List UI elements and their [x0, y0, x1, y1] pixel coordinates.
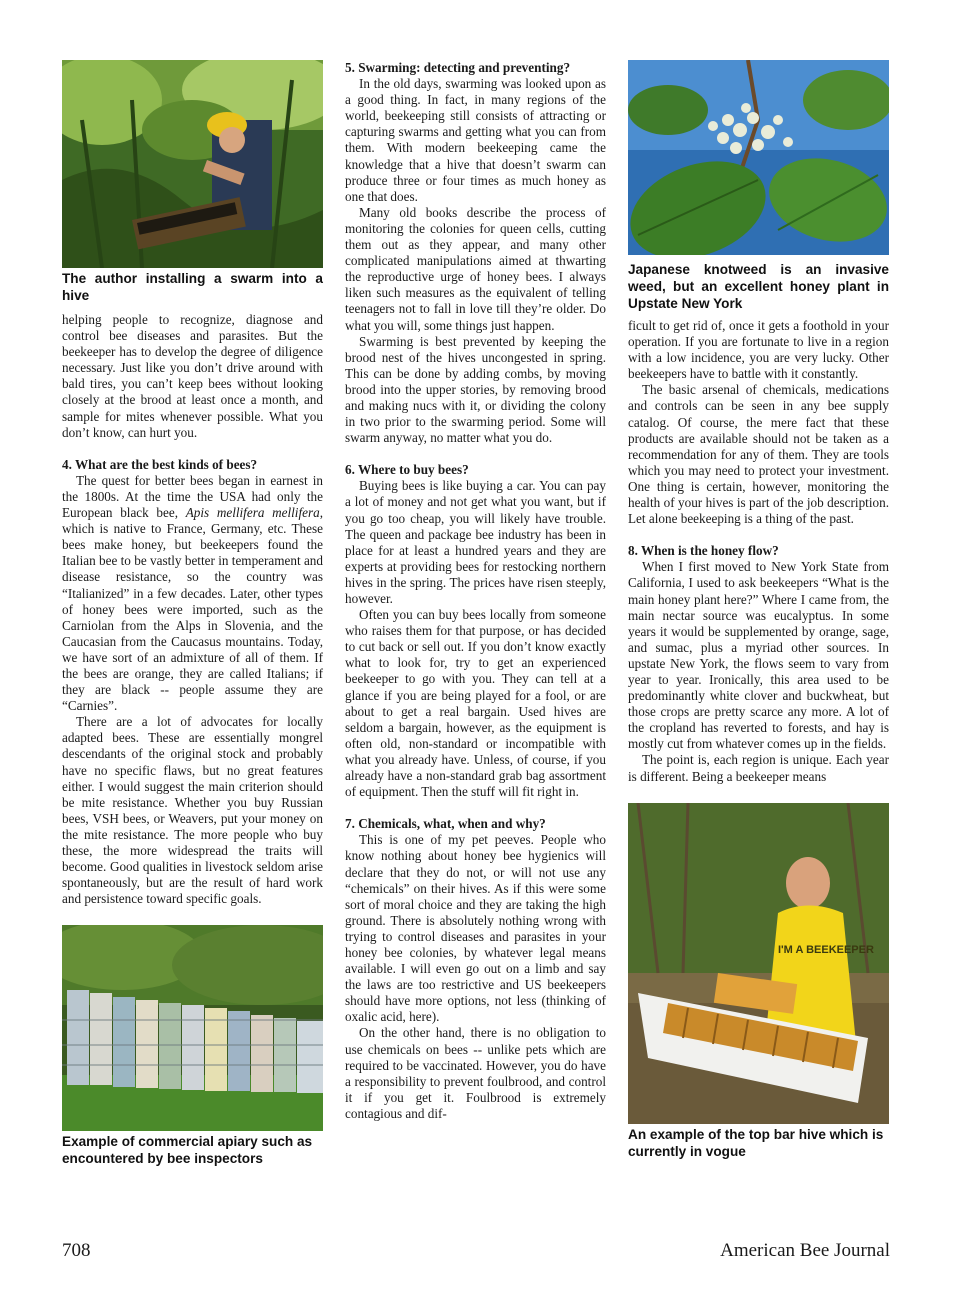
paragraph: When I first moved to New York State from California, I used to ask beekeepers “What is the main honey plant here?” Where I came from, the main nectar source was eucalyptus. In some years it would be supplemented by orange, sage, and sumac, plus a myriad other sources. In upstate New York, the flows seem to vary from year to year. Ironically, this area used to be predominantly white clover and buckwheat, but those crops are pretty scarce any more. A lot of the cropland has reverted to forests, and hay is mostly cut from whatever comes up in the fields. [628, 559, 889, 752]
photo-swarm-install [62, 60, 323, 268]
heading-8: 8. When is the honey flow? [628, 543, 779, 559]
photo-knotweed [628, 60, 889, 255]
paragraph: In the old days, swarming was looked upon as a good thing. In fact, in many regions of the world, beekeeping still consists of attracting or capturing swarms and getting what you can from them. With modern beekeeping came the knowledge that a hive that doesn’t swarm can produce three or four times as much honey as one that does. [345, 76, 606, 204]
column-2 [345, 60, 606, 1122]
caption-swarm: The author installing a swarm into a hive [62, 271, 323, 303]
paragraph: Buying bees is like buying a car. You can pay a lot of money and not get what you want, but if you go too cheap, you will likely have trouble. The queen and package bee industry has been in place for at least a hundred years and they are experts at providing bees for restocking northern hives in the spring. The prices have risen steeply, however. [345, 478, 606, 606]
paragraph: On the other hand, there is no obligation to use chemicals on bees -- unlike pets which are required to be vaccinated. However, you do have a responsibility to prevent foulbrood, and control it if you get it. Foulbrood is extremely contagious and dif- [345, 1025, 606, 1121]
shirt-text: I'M A BEEKEEPER [778, 943, 874, 956]
photo-top-bar-hive [628, 803, 889, 1124]
page-number: 708 [62, 1240, 91, 1261]
heading-5: 5. Swarming: detecting and preventing? [345, 60, 571, 75]
caption-apiary: Example of commercial apiary such as encountered by bee inspectors [62, 1134, 313, 1167]
journal-title: American Bee Journal [720, 1240, 890, 1261]
column-1 [62, 60, 323, 1167]
top-bar-hive-photo-illustration [628, 803, 889, 1124]
heading-4: 4. What are the best kinds of bees? [62, 456, 258, 472]
paragraph: helping people to recognize, diagnose and control bee diseases and parasites. But the beekeeper has to develop the degree of diligence necessary. Just like you don’t drive around with bald tires, you can’t keep bees without looking closely at the brood at least once a month, and sample for mites whenever possible. What you don’t know, can hurt you. [62, 312, 323, 440]
paragraph: The point is, each region is unique. Each year is different. Being a beekeeper means [628, 752, 889, 784]
paragraph: The basic arsenal of chemicals, medications and controls can be seen in any bee supply catalog. Of course, the mere fact that these products are available should not be taken as a recommendation for any of them. They are tools which you may need to protect your investment. One thing is certain, however, monitoring the health of your hives is part of the job description. Let alone beekeeping is a thing of the past. [628, 382, 889, 527]
caption-top-bar-hive: An example of the top bar hive which is currently in vogue [628, 1126, 884, 1159]
heading-7: 7. Chemicals, what, when and why? [345, 816, 546, 832]
caption-knotweed: Japanese knotweed is an invasive weed, but an excellent honey plant in Upstate New York [628, 262, 889, 311]
paragraph: Often you can buy bees locally from someone who raises them for that purpose, or has decided to cut back or sell out. If you don’t know exactly what to look for, try to get an experienced beekeeper to go with you. They can tell at a glance if you are being played for a fool, or are about to get a real bargain. Used hives are seldom a bargain, however, as the equipment is often old, non-standard or incompatible with what you already have. Unless, of course, if you already have a non-standard grab bag assortment of equipment. Then the stuff will fit right in. [345, 607, 606, 800]
heading-6: 6. Where to buy bees? [345, 462, 469, 478]
paragraph: There are a lot of advocates for locally adapted bees. These are essentially mongrel descendants of the original stock and probably have no specific flaws, but no great features either. I would suggest the main criterion should be mite resistance. Whether you buy Russian bees, VSH bees, or Weavers, put your money on the mite resistance. The more people who buy these, the more widespread the traits will become. Good qualities in livestock seldom arise spontaneously, but are the result of hard work and persistence toward specific goals. [62, 714, 323, 907]
paragraph: The quest for better bees began in earnest in the 1800s. At the time the USA had only the European black bee, Apis mellifera mellifera, which is native to France, Germany, etc. These bees make honey, but beekeepers found the Italian bee to be vastly better in temperament and disease resistance, so the country was “Italianized” in a few decades. Later, other types of honey bees were imported, such as the Carniolan from the Alps in Slovenia, and the Caucasian from the Caucasus mountains. Today, we have sort of an admixture of all of them. If the bees are orange, they are called Italians; if they are black -- people assume they are “Carnies”. [62, 472, 324, 714]
paragraph: Swarming is best prevented by keeping the brood nest of the hives uncongested in spring. This can be done by adding combs, by moving brood into the upper stories, by removing brood and making nucs with it, or dividing the colony in two prior to the swarming period. Some will swarm anyway, no matter what you do. [345, 333, 606, 446]
swarm-photo-illustration [62, 60, 323, 268]
paragraph: This is one of my pet peeves. People who know nothing about honey bee hygienics will declare that they do not, or will not use any “chemicals” on their hives. As if this were some sort of moral choice and they are taking the high ground. There is absolutely nothing wrong with trying to control diseases and parasites in your honey bee colonies, by whatever legal means available. I will even go out on a limb and say the laws are too restrictive and US beekeepers should have more options, not less (thinking of oxalic acid, here). [345, 832, 606, 1025]
paragraph: Many old books describe the process of monitoring the colonies for queen cells, cutting them out as they appear, and many other complicated manipulations aimed at thwarting the reproductive urge of honey bees. I always liken such measures as the equivalent of telling teenagers not to fall in love till they’re older. Do what you will, some things just happen. [345, 204, 606, 333]
apiary-photo-illustration [62, 925, 323, 1131]
knotweed-photo-illustration [628, 60, 889, 255]
photo-apiary [62, 925, 323, 1131]
paragraph: ficult to get rid of, once it gets a foothold in your operation. If you are fortunate to live in a region with a low incidence, you are very lucky. Other beekeepers have to battle with it constantly. [628, 318, 889, 382]
column-3 [628, 60, 889, 1160]
